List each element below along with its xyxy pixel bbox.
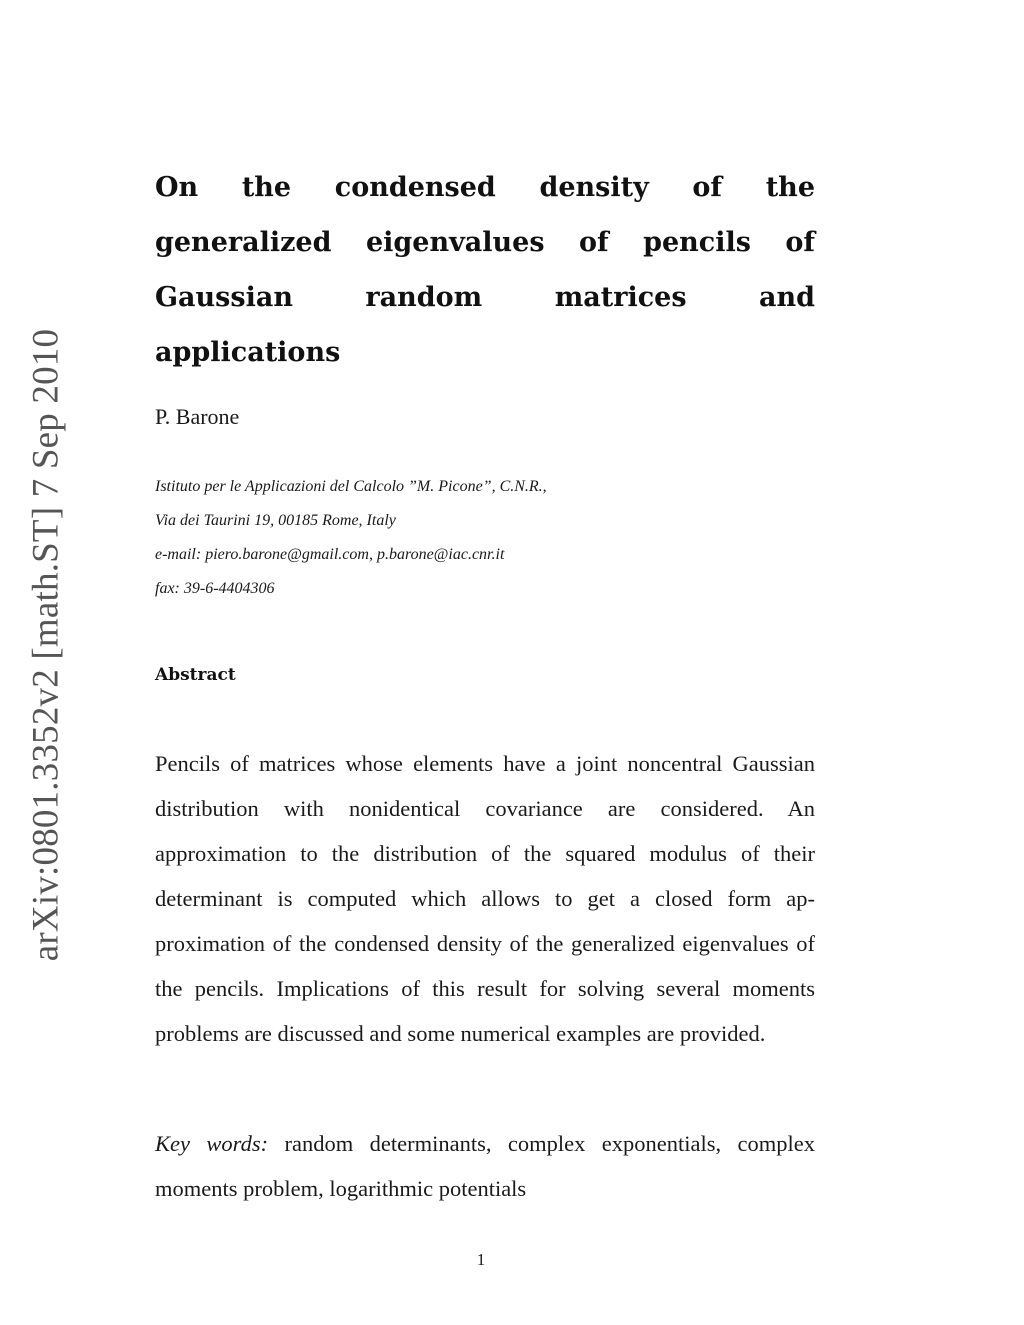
affiliation-block: [155, 470, 547, 606]
affiliation-institute: Istituto per le Applicazioni del Calcolo ”M. Picone”, C.N.R.,: [155, 478, 547, 495]
keywords: [155, 1121, 815, 1211]
affiliation-fax: fax: 39-6-4404306: [155, 580, 275, 597]
abstract-heading: Abstract: [155, 665, 236, 685]
title-block: [155, 160, 815, 380]
arxiv-identifier: arXiv:0801.3352v2 [math.ST] 7 Sep 2010: [25, 328, 67, 962]
affiliation-email: e-mail: piero.barone@gmail.com, p.barone@iac.cnr.it: [155, 546, 505, 563]
keywords-list: random determinants, complex exponentials, complex moments problem, logarithmic potentials: [155, 1131, 815, 1201]
page-number: 1: [476, 1250, 486, 1269]
affiliation-address: Via dei Taurini 19, 00185 Rome, Italy: [155, 512, 396, 529]
paper-title: On the condensed density of the generalized eigenvalues of pencils of Gaussian random matrices and applications: [155, 172, 815, 368]
author-name: P. Barone: [155, 404, 240, 429]
abstract-body: Pencils of matrices whose elements have a joint noncentral Gaussian distribution with nonidentical covariance are considered. An approximation to the distribution of the squared modulus of their determinant is computed which allows to get a closed form approximation of the condensed density of the generalized eigenvalues of the pencils. Implications of this result for solving several moments problems are discussed and some numerical examples are provided.: [155, 751, 815, 1046]
keywords-label: Key words:: [155, 1131, 269, 1156]
